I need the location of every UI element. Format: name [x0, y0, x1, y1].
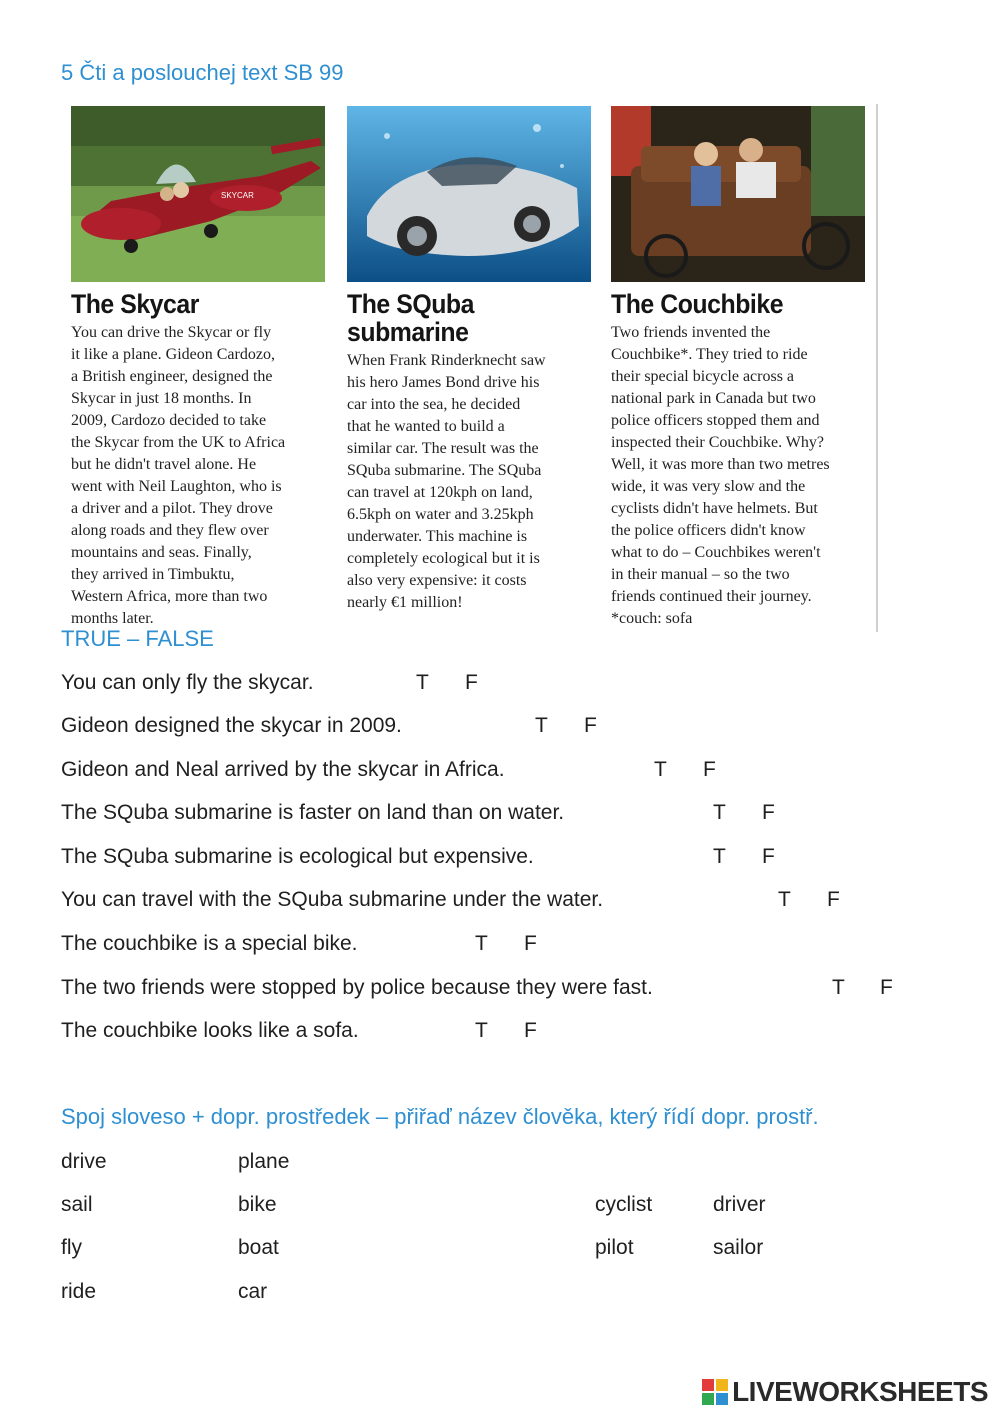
- verb-word[interactable]: fly: [61, 1236, 82, 1259]
- person-word[interactable]: pilot: [595, 1236, 634, 1259]
- false-option[interactable]: F: [827, 888, 840, 911]
- article-squba: [347, 106, 591, 614]
- matching-heading: Spoj sloveso + dopr. prostředek – přiřaď název člověka, který řídí dopr. prostř.: [61, 1104, 819, 1129]
- tf-statement: Gideon and Neal arrived by the skycar in Africa.: [61, 758, 505, 781]
- verb-word[interactable]: ride: [61, 1280, 97, 1303]
- article-text: You can drive the Skycar or fly it like a plane. Gideon Cardozo, a British engineer, designed the Skycar in just 18 months. In 2009, Cardozo decided to take the Skycar from the UK to Africa but he didn't travel alone. He went with Neil Laughton, who is a driver and a pilot. They drove along roads and they flew over mountains and seas. Finally, they arrived in Timbuktu, Western Africa, more than two months later.: [71, 324, 286, 627]
- false-option[interactable]: F: [524, 1019, 537, 1042]
- true-option[interactable]: T: [416, 671, 429, 694]
- verb-word[interactable]: sail: [61, 1193, 93, 1216]
- person-word[interactable]: cyclist: [595, 1193, 653, 1216]
- true-option[interactable]: T: [713, 801, 726, 824]
- false-option[interactable]: F: [762, 801, 775, 824]
- vehicle-word[interactable]: bike: [238, 1193, 277, 1216]
- false-option[interactable]: F: [465, 671, 478, 694]
- false-option[interactable]: F: [880, 976, 893, 999]
- false-option[interactable]: F: [762, 845, 775, 868]
- column-divider: [876, 104, 878, 632]
- tf-statement: You can travel with the SQuba submarine under the water.: [61, 888, 604, 911]
- article-title: The Skycar: [71, 289, 199, 319]
- article-text: Two friends invented the Couchbike*. They tried to ride their special bicycle across a national park in Canada but two police officers stopped them and inspected their Couchbike. Why? Well, it was more than two metres wide, it was very slow and the cyclists didn't have helmets. But the police officers didn't know what to do – Couchbikes weren't in their manual – so the two friends continued their journey. *couch: sofa: [611, 324, 830, 627]
- squba-photo: [347, 106, 591, 282]
- false-option[interactable]: F: [584, 714, 597, 737]
- verb-word[interactable]: drive: [61, 1150, 107, 1173]
- true-option[interactable]: T: [654, 758, 667, 781]
- true-option[interactable]: T: [713, 845, 726, 868]
- tf-statement: The couchbike looks like a sofa.: [61, 1019, 359, 1042]
- true-option[interactable]: T: [475, 1019, 488, 1042]
- skycar-photo-label: SKYCAR: [221, 191, 254, 200]
- tf-statement: Gideon designed the skycar in 2009.: [61, 714, 402, 737]
- vehicle-word[interactable]: boat: [238, 1236, 279, 1259]
- true-option[interactable]: T: [535, 714, 548, 737]
- reading-heading: 5 Čti a poslouchej text SB 99: [61, 60, 344, 85]
- tf-statement: The two friends were stopped by police because they were fast.: [61, 976, 653, 999]
- liveworksheets-brand[interactable]: [702, 1376, 988, 1408]
- brand-name: LIVEWORKSHEETS: [732, 1376, 988, 1407]
- article-text: When Frank Rinderknecht saw his hero James Bond drive his car into the sea, he decided that he wanted to build a similar car. The result was the SQuba submarine. The SQuba can travel at 120kph on land, 6.5kph on water and 3.25kph underwater. This machine is completely ecological but it is also very expensive: it costs nearly €1 million!: [347, 352, 546, 611]
- tf-statement: The SQuba submarine is faster on land than on water.: [61, 801, 565, 824]
- article-title: The Couchbike: [611, 289, 784, 319]
- article-title: The SQuba submarine: [347, 289, 474, 347]
- tf-statement: The SQuba submarine is ecological but expensive.: [61, 845, 534, 868]
- true-option[interactable]: T: [832, 976, 845, 999]
- tf-statement: The couchbike is a special bike.: [61, 932, 358, 955]
- skycar-photo: [71, 106, 325, 282]
- couchbike-photo: [611, 106, 865, 282]
- true-option[interactable]: T: [778, 888, 791, 911]
- liveworksheets-logo-icon: [702, 1379, 728, 1405]
- false-option[interactable]: F: [703, 758, 716, 781]
- vehicle-word[interactable]: plane: [238, 1150, 290, 1173]
- person-word[interactable]: driver: [713, 1193, 766, 1216]
- article-couchbike: [611, 106, 865, 630]
- true-option[interactable]: T: [475, 932, 488, 955]
- true-false-heading: TRUE – FALSE: [61, 626, 214, 651]
- article-skycar: [71, 106, 325, 630]
- false-option[interactable]: F: [524, 932, 537, 955]
- vehicle-word[interactable]: car: [238, 1280, 268, 1303]
- person-word[interactable]: sailor: [713, 1236, 764, 1259]
- tf-statement: You can only fly the skycar.: [61, 671, 314, 694]
